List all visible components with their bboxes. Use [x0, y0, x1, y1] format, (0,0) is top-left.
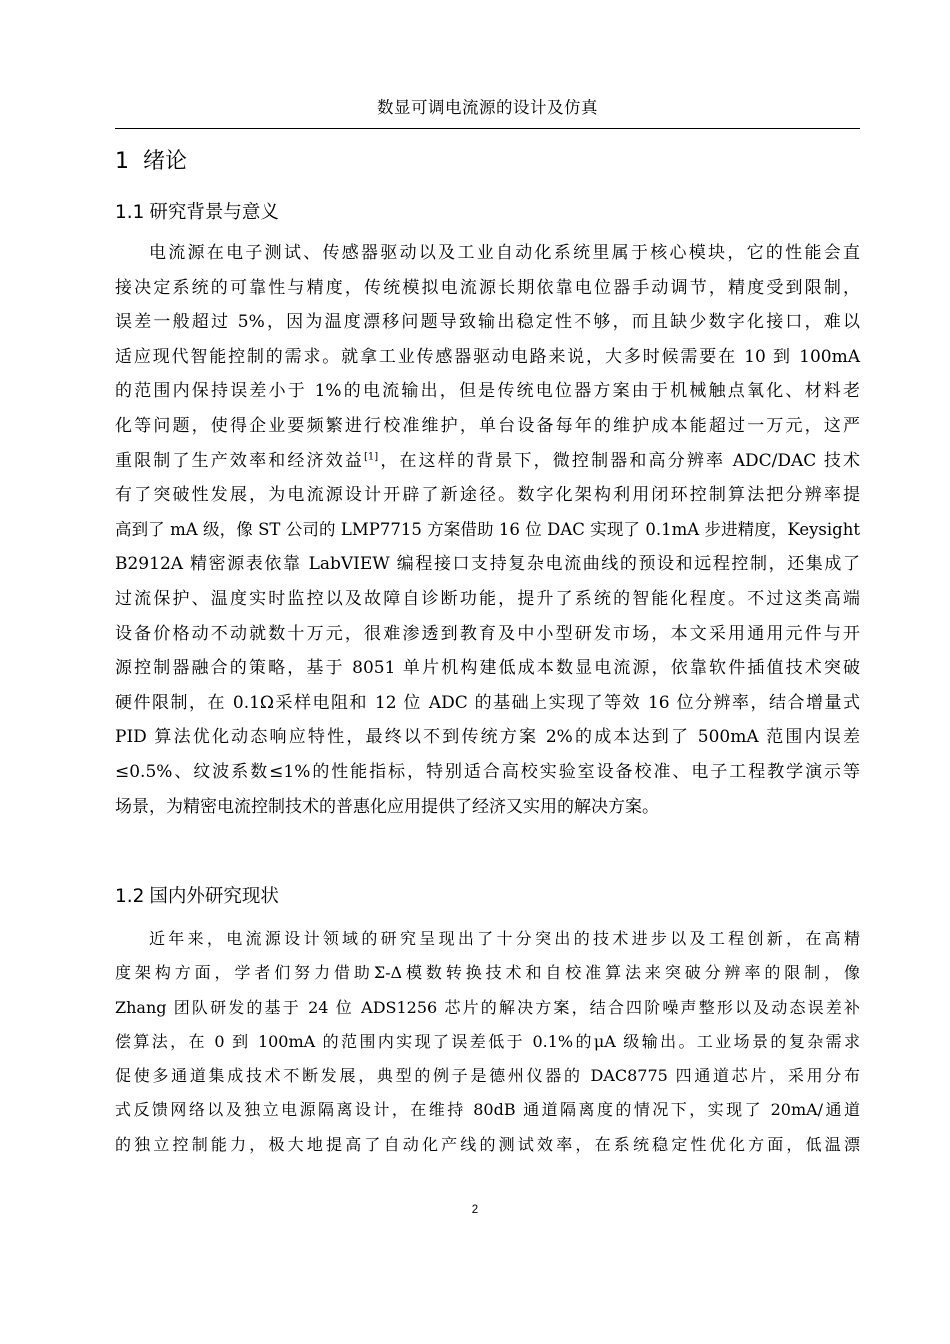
text-line: 硬件限制，在 0.1Ω采样电阻和 12 位 ADC 的基础上实现了等效 16 位分辨率，结合增量式 — [115, 692, 860, 713]
text-line: 的范围内保持误差小于 1%的电流输出，但是传统电位器方案由于机械触点氧化、材料老 — [115, 381, 860, 402]
text-line: 场景，为精密电流控制技术的普惠化应用提供了经济又实用的解决方案。 — [115, 796, 659, 817]
running-header-title: 数显可调电流源的设计及仿真 — [377, 98, 598, 117]
section-heading-1-2 — [115, 882, 279, 908]
section-number: 1.2 — [115, 886, 145, 907]
chapter-title: 绪论 — [143, 149, 188, 174]
section-1-1-paragraph — [115, 236, 860, 824]
section-title: 国内外研究现状 — [149, 886, 279, 907]
text-line: Zhang 团队研发的基于 24 位 ADS1256 芯片的解决方案，结合四阶噪声整形以及动态误差补 — [115, 997, 860, 1017]
text-line: 度架构方面，学者们努力借助Σ-Δ模数转换技术和自校准算法来突破分辨率的限制，像 — [115, 963, 860, 983]
text-line: 误差一般超过 5%，因为温度漂移问题导致输出稳定性不够，而且缺少数字化接口，难以 — [115, 312, 860, 333]
text-line: 接决定系统的可靠性与精度，传统模拟电流源长期依靠电位器手动调节，精度受到限制， — [115, 277, 860, 298]
text-line: 过流保护、温度实时监控以及故障自诊断功能，提升了系统的智能化程度。不过这类高端 — [115, 588, 860, 609]
text-line: PID 算法优化动态响应特性，最终以不到传统方案 2%的成本达到了 500mA 范围内误差 — [115, 727, 860, 748]
citation-marker: [1] — [364, 450, 379, 462]
text-line: 化等问题，使得企业要频繁进行校准维护，单台设备每年的维护成本能超过一万元，这严 — [115, 415, 860, 436]
text-line: 近年来，电流源设计领域的研究呈现出了十分突出的技术进步以及工程创新，在高精 — [149, 929, 860, 948]
text-line: 偿算法，在 0 到 100mA 的范围内实现了误差低于 0.1%的μA 级输出。工业场景的复杂需求 — [115, 1031, 860, 1051]
text-line: 促使多通道集成技术不断发展，典型的例子是德州仪器的 DAC8775 四通道芯片，采用分布 — [115, 1066, 860, 1086]
text-line: 有了突破性发展，为电流源设计开辟了新途径。数字化架构利用闭环控制算法把分辨率提 — [115, 485, 860, 506]
text-line: 源控制器融合的策略，基于 8051 单片机构建低成本数显电流源，依靠软件插值技术突破 — [115, 658, 860, 679]
section-heading-1-1 — [115, 198, 279, 224]
text-line: 的独立控制能力，极大地提高了自动化产线的测试效率，在系统稳定性优化方面，低温漂 — [115, 1134, 860, 1154]
section-number: 1.1 — [115, 202, 145, 223]
chapter-number: 1 — [115, 149, 129, 174]
chapter-heading — [115, 144, 187, 175]
text-line: 适应现代智能控制的需求。就拿工业传感器驱动电路来说，大多时候需要在 10 到 100mA — [115, 346, 860, 367]
section-title: 研究背景与意义 — [149, 202, 279, 223]
text-line: B2912A 精密源表依靠 LabVIEW 编程接口支持复杂电流曲线的预设和远程控制，还集成了 — [115, 554, 860, 575]
running-header — [115, 88, 860, 129]
text-line: 式反馈网络以及独立电源隔离设计，在维持 80dB 通道隔离度的情况下，实现了 20mA/通道 — [115, 1100, 860, 1120]
text-line: 设备价格动不动就数十万元，很难渗透到教育及中小型研发市场，本文采用通用元件与开 — [115, 623, 860, 644]
text-line: 重限制了生产效率和经济效益[1]，在这样的背景下，微控制器和高分辨率 ADC/DAC 技术 — [115, 450, 860, 471]
text-line: 电流源在电子测试、传感器驱动以及工业自动化系统里属于核心模块，它的性能会直 — [149, 243, 860, 263]
text-line: ≤0.5%、纹波系数≤1%的性能指标，特别适合高校实验室设备校准、电子工程教学演示等 — [115, 761, 860, 782]
page-number: 2 — [471, 1204, 479, 1216]
text-line: 高到了 mA 级，像 ST 公司的 LMP7715 方案借助 16 位 DAC 实现了 0.1mA 步进精度，Keysight — [115, 519, 860, 539]
section-1-2-paragraph — [115, 922, 860, 1162]
